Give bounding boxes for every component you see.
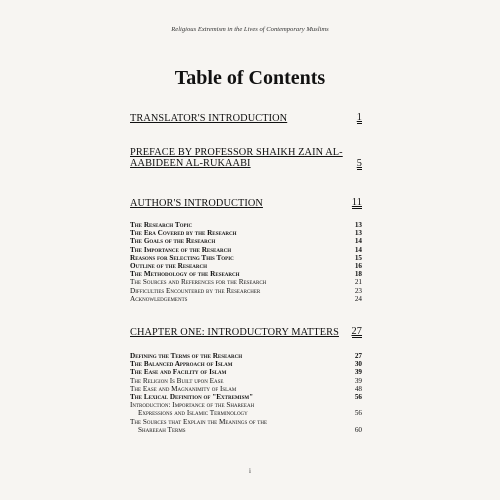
toc-entry-label (130, 385, 344, 393)
toc-entry-label-line1: Outline of the Research (130, 262, 208, 271)
toc-entry[interactable] (130, 287, 362, 295)
toc-entry-page: 27 (354, 352, 362, 360)
section-page: 1 (356, 112, 362, 123)
toc-entry[interactable] (130, 418, 362, 434)
toc-entry[interactable] (130, 360, 362, 368)
toc-entry-page: 30 (354, 360, 362, 369)
toc-entry-label (130, 295, 344, 303)
toc-entry[interactable] (130, 254, 362, 262)
toc-entry-label (130, 352, 344, 360)
toc-entry-label-line1: Defining the Terms of the Research (130, 352, 243, 360)
toc-entry-page: 24 (354, 294, 362, 303)
section-label: CHAPTER ONE: INTRODUCTORY MATTERS (130, 327, 339, 338)
toc-entry-label-line1: Reasons for Selecting This Topic (130, 253, 234, 262)
toc-section-preface[interactable] (130, 147, 362, 170)
toc-entry-label (130, 360, 344, 368)
page-title: Table of Contents (174, 67, 326, 89)
toc-entry-page: 16 (354, 262, 362, 271)
toc-entry-page: 56 (354, 393, 362, 402)
toc-entry-page: 13 (354, 221, 362, 229)
toc-entry-label-line1: The Research Topic (130, 221, 193, 229)
toc-entry-label-line1: The Ease and Magnanimity of Islam (130, 384, 237, 393)
toc-entry-page: 21 (354, 278, 362, 287)
toc-entry-page: 13 (354, 229, 362, 238)
toc-entry-page: 14 (354, 237, 362, 246)
toc-entry[interactable] (130, 385, 362, 393)
toc-entry-label-line2: Shareeah Terms (138, 425, 186, 434)
toc-entry-label (130, 254, 344, 262)
toc-entry-label-line1: Difficulties Encountered by the Researcher (130, 286, 261, 295)
toc-entry-page: 23 (354, 286, 362, 295)
toc-entry[interactable] (130, 246, 362, 254)
toc-entry-page: 60 (354, 425, 362, 434)
section-label-line1: PREFACE BY PROFESSOR SHAIKH ZAIN AL- (130, 147, 343, 158)
toc-entry[interactable] (130, 270, 362, 278)
toc-entry[interactable] (130, 393, 362, 401)
section-page: 11 (351, 197, 362, 208)
toc-entry-page: 48 (354, 384, 362, 393)
section-label: AUTHOR'S INTRODUCTION (130, 198, 263, 209)
toc-entry[interactable] (130, 368, 362, 376)
toc-entry-page: 14 (354, 245, 362, 254)
toc-entry-label (130, 377, 344, 385)
toc-entry[interactable] (130, 229, 362, 237)
toc-entry-page: 15 (354, 253, 362, 262)
toc-entry-label (130, 393, 344, 401)
toc-entry[interactable] (130, 295, 362, 303)
toc-section-translators-introduction[interactable] (130, 112, 362, 124)
toc-entry-label-line1: The Lexical Definition of "Extremism" (130, 393, 254, 402)
toc-entry[interactable] (130, 278, 362, 286)
toc-entry-label-line1: The Goals of the Research (130, 237, 216, 246)
toc-entry-page: 39 (354, 376, 362, 385)
toc-entry-label-line1: The Balanced Approach of Islam (130, 360, 233, 369)
toc-entry[interactable] (130, 401, 362, 417)
toc-entry-label (130, 237, 344, 245)
section-page: 27 (351, 326, 362, 337)
toc-entry-label-line1: The Sources that Explain the Meanings of the (130, 417, 268, 426)
toc-entry[interactable] (130, 221, 362, 229)
toc-entry-label (130, 368, 344, 376)
running-header: Religious Extremism in the Lives of Contemporary Muslims (171, 26, 329, 33)
toc-entry-label-line1: Acknowledgements (130, 294, 188, 303)
toc-entry[interactable] (130, 262, 362, 270)
toc-entry[interactable] (130, 377, 362, 385)
toc-entry-label (130, 401, 344, 417)
toc-entry-label-line1: The Methodology of the Research (130, 270, 240, 279)
toc-entry-label-line2: Expressions and Islamic Terminology (138, 409, 248, 418)
toc-entry-label-line1: The Religion Is Built upon Ease (130, 376, 224, 385)
toc-entry-label (130, 262, 344, 270)
toc-entry-label (130, 246, 344, 254)
toc-entry-label (130, 229, 344, 237)
section-label: TRANSLATOR'S INTRODUCTION (130, 113, 288, 124)
toc-entry-label-line1: The Ease and Facility of Islam (130, 368, 227, 377)
toc-entry-label-line1: The Sources and References for the Research (130, 278, 267, 287)
toc-entry-label-line1: The Era Covered by the Research (130, 229, 237, 238)
authors-introduction-entries (130, 221, 362, 303)
toc-entry[interactable] (130, 237, 362, 245)
toc-entry-label-line1: Introduction: Importance of the Shareeah (130, 401, 255, 410)
toc-entry-label (130, 270, 344, 278)
toc-entry-label (130, 221, 344, 229)
section-label-line2: AABIDEEN AL-RUKAABI (130, 158, 251, 169)
toc-entry-label (130, 278, 344, 286)
toc-section-authors-introduction[interactable] (130, 197, 362, 209)
toc-entry-page: 18 (354, 270, 362, 279)
toc-entry[interactable] (130, 352, 362, 360)
chapter-one-entries (130, 352, 362, 434)
toc-section-chapter-one[interactable] (130, 326, 362, 338)
toc-entry-page: 39 (354, 368, 362, 377)
toc-entry-label (130, 418, 344, 434)
toc-entry-label-line1: The Importance of the Research (130, 245, 232, 254)
page-number: i (249, 467, 251, 475)
section-page: 5 (356, 158, 362, 169)
toc-entry-page: 56 (354, 409, 362, 418)
toc-entry-label (130, 287, 344, 295)
